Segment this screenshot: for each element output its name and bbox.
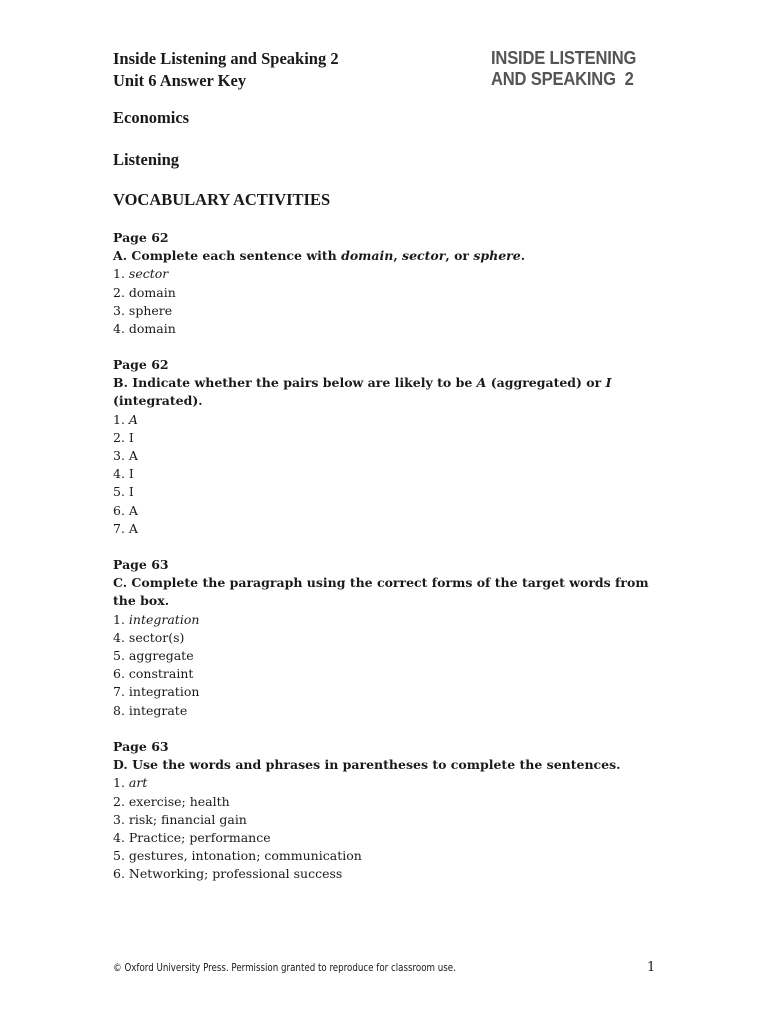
activities-heading: VOCABULARY ACTIVITIES xyxy=(113,190,331,209)
term: I xyxy=(605,375,612,391)
answer-number: 1. xyxy=(113,266,129,282)
answer-number: 1. xyxy=(113,411,129,427)
page-ref: Page 62 xyxy=(113,230,169,245)
answer-item: 6. A xyxy=(113,502,138,518)
book-title: Inside Listening and Speaking 2 xyxy=(113,49,339,68)
answer-number: 1. xyxy=(113,611,129,627)
page-number: 1 xyxy=(647,960,656,975)
term: sector xyxy=(402,248,446,264)
example-answer: A xyxy=(128,411,138,427)
exercise-d xyxy=(113,738,653,884)
answer-item: 6. constraint xyxy=(113,666,194,682)
question-text-cont: (integrated). xyxy=(113,393,203,409)
answer-item: 4. domain xyxy=(113,321,176,337)
answer-item xyxy=(113,774,653,792)
separator: , or xyxy=(445,248,474,264)
separator: , xyxy=(393,248,403,264)
question-text xyxy=(113,247,653,265)
page-ref: Page 63 xyxy=(113,739,169,754)
answer-item: 3. risk; financial gain xyxy=(113,811,247,827)
answer-item: 4. Practice; performance xyxy=(113,830,271,846)
answer-item: 2. I xyxy=(113,429,134,445)
question-prefix: B. Indicate whether the pairs below are likely to be xyxy=(113,375,477,391)
exercise-c xyxy=(113,556,653,720)
unit-title: Unit 6 Answer Key xyxy=(113,71,247,90)
question-text xyxy=(113,374,653,392)
page-ref: Page 63 xyxy=(113,557,169,572)
answer-item: 3. A xyxy=(113,448,138,464)
answer-item: 7. integration xyxy=(113,684,200,700)
answer-item xyxy=(113,265,653,283)
subject-heading: Economics xyxy=(113,108,190,127)
question-text-cont: the box. xyxy=(113,593,170,609)
page-ref: Page 62 xyxy=(113,357,169,372)
answer-item: 4. sector(s) xyxy=(113,629,185,645)
term: domain xyxy=(341,248,394,264)
answer-item: 3. sphere xyxy=(113,302,173,318)
answer-item: 5. gestures, intonation; communication xyxy=(113,848,362,864)
part-heading: Listening xyxy=(113,150,180,169)
question-end: . xyxy=(520,248,526,264)
example-answer: sector xyxy=(128,266,169,282)
answer-number: 1. xyxy=(113,775,129,791)
term: A xyxy=(476,375,487,391)
question-text: D. Use the words and phrases in parentheses to complete the sentences. xyxy=(113,757,621,773)
example-answer: integration xyxy=(128,611,200,627)
answer-item: 5. aggregate xyxy=(113,648,194,664)
answer-item: 2. domain xyxy=(113,284,176,300)
series-logo xyxy=(491,48,636,90)
logo-line-1: INSIDE LISTENING xyxy=(491,48,637,68)
document-header xyxy=(113,48,339,92)
copyright-notice: © Oxford University Press. Permission granted to reproduce for classroom use. xyxy=(113,962,456,974)
exercise-b xyxy=(113,356,653,538)
example-answer: art xyxy=(128,775,148,791)
answer-item: 2. exercise; health xyxy=(113,793,230,809)
answer-item: 4. I xyxy=(113,466,134,482)
question-prefix: A. Complete each sentence with xyxy=(113,248,342,264)
exercise-a xyxy=(113,229,653,338)
logo-line-2: AND SPEAKING 2 xyxy=(491,69,634,89)
answer-item: 5. I xyxy=(113,484,134,500)
answer-item: 8. integrate xyxy=(113,702,188,718)
question-middle: (aggregated) or xyxy=(486,375,606,391)
answer-item xyxy=(113,411,653,429)
term: sphere xyxy=(473,248,521,264)
answer-item: 7. A xyxy=(113,520,138,536)
answer-item xyxy=(113,611,653,629)
question-text: C. Complete the paragraph using the correct forms of the target words from xyxy=(113,575,649,591)
answer-item: 6. Networking; professional success xyxy=(113,866,343,882)
